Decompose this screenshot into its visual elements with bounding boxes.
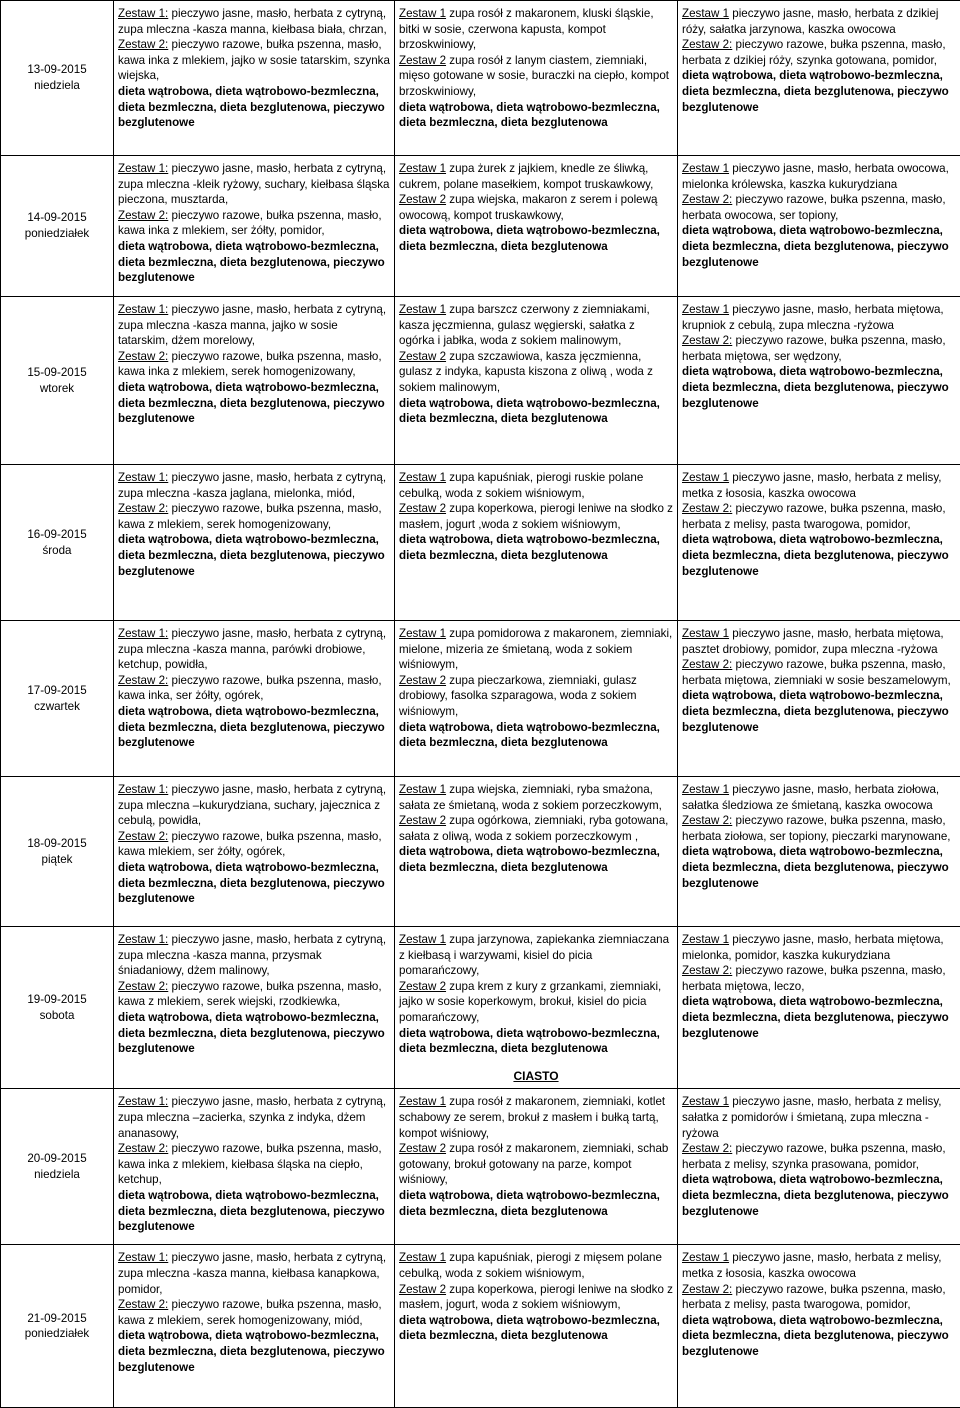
- diet-note: dieta wątrobowa, dieta wątrobowo-bezmleczna, dieta bezmleczna, dieta bezglutenowa, pieczywo bezglutenowe: [118, 381, 385, 425]
- set2-label: Zestaw 2:: [682, 658, 732, 671]
- date-text: 21-09-2015: [27, 1312, 86, 1325]
- meal-cell-lunch: [395, 465, 678, 621]
- set1-label: Zestaw 1:: [118, 627, 168, 640]
- diet-note: dieta wątrobowa, dieta wątrobowo-bezmleczna, dieta bezmleczna, dieta bezglutenowa: [399, 224, 660, 253]
- weekday-text: niedziela: [34, 1168, 80, 1181]
- day-row: [1, 1089, 960, 1245]
- set1-label: Zestaw 1: [399, 303, 446, 316]
- diet-note: dieta wątrobowa, dieta wątrobowo-bezmleczna, dieta bezmleczna, dieta bezglutenowa, pieczywo bezglutenowe: [118, 1329, 385, 1373]
- date-cell: [1, 465, 114, 621]
- meal-cell-breakfast: [114, 777, 395, 927]
- set2-label: Zestaw 2:: [682, 38, 732, 51]
- set2-items: pieczywo razowe, bułka pszenna, masło, herbata z melisy, szynka prasowana, pomidor,: [682, 1142, 946, 1171]
- set1-label: Zestaw 1:: [118, 1095, 168, 1108]
- set2-items: pieczywo razowe, bułka pszenna, masło, kawa inka z mlekiem, jajko w sosie tatarskim, szynka wiejska,: [118, 38, 390, 82]
- diet-note: dieta wątrobowa, dieta wątrobowo-bezmleczna, dieta bezmleczna, dieta bezglutenowa: [399, 1027, 660, 1056]
- date-text: 14-09-2015: [27, 211, 86, 224]
- meal-cell-supper: [678, 927, 960, 1089]
- set1-label: Zestaw 1: [682, 471, 729, 484]
- set2-label: Zestaw 2:: [118, 830, 168, 843]
- set1-items: pieczywo jasne, masło, herbata z cytryną, zupa mleczna -kasza manna, kiełbasa kanapkowa, pomidor,: [118, 1251, 386, 1295]
- diet-note: dieta wątrobowa, dieta wątrobowo-bezmleczna, dieta bezmleczna, dieta bezglutenowa, pieczywo bezglutenowe: [682, 1173, 949, 1217]
- date-cell: [1, 1, 114, 156]
- meal-cell-lunch: [395, 297, 678, 465]
- date-text: 18-09-2015: [27, 837, 86, 850]
- set1-label: Zestaw 1: [682, 162, 729, 175]
- set1-label: Zestaw 1: [682, 1251, 729, 1264]
- day-row: [1, 156, 960, 297]
- date-text: 16-09-2015: [27, 528, 86, 541]
- set2-label: Zestaw 2: [399, 350, 446, 363]
- set1-label: Zestaw 1:: [118, 1251, 168, 1264]
- set1-items: zupa kapuśniak, pierogi z mięsem polane cebulką, woda z sokiem wiśniowym,: [399, 1251, 662, 1280]
- day-row: [1, 777, 960, 927]
- diet-note: dieta wątrobowa, dieta wątrobowo-bezmleczna, dieta bezmleczna, dieta bezglutenowa, pieczywo bezglutenowe: [118, 533, 385, 577]
- set1-label: Zestaw 1: [399, 933, 446, 946]
- set1-label: Zestaw 1: [399, 7, 446, 20]
- date-cell: [1, 1089, 114, 1245]
- date-cell: [1, 777, 114, 927]
- diet-note: dieta wątrobowa, dieta wątrobowo-bezmleczna, dieta bezmleczna, dieta bezglutenowa, pieczywo bezglutenowe: [118, 240, 385, 284]
- date-cell: [1, 297, 114, 465]
- set2-label: Zestaw 2:: [118, 674, 168, 687]
- set1-label: Zestaw 1: [399, 783, 446, 796]
- set2-label: Zestaw 2:: [118, 980, 168, 993]
- meal-cell-breakfast: [114, 621, 395, 777]
- meal-cell-supper: [678, 621, 960, 777]
- date-text: 17-09-2015: [27, 684, 86, 697]
- set2-label: Zestaw 2: [399, 54, 446, 67]
- meal-cell-breakfast: [114, 1089, 395, 1245]
- meal-cell-lunch: [395, 1, 678, 156]
- meal-cell-breakfast: [114, 156, 395, 297]
- meal-cell-supper: [678, 1089, 960, 1245]
- set2-items: zupa wiejska, makaron z serem i polewą owocową, kompot truskawkowy,: [399, 193, 657, 222]
- set1-items: pieczywo jasne, masło, herbata z cytryną, zupa mleczna -kasza manna, przysmak śniadaniowy, dżem malinowy,: [118, 933, 386, 977]
- meal-cell-supper: [678, 297, 960, 465]
- meal-cell-breakfast: [114, 297, 395, 465]
- diet-note: dieta wątrobowa, dieta wątrobowo-bezmleczna, dieta bezmleczna, dieta bezglutenowa: [399, 533, 660, 562]
- set1-items: pieczywo jasne, masło, herbata z cytryną, zupa mleczna -kasza manna, kiełbasa biała, chrzan,: [118, 7, 387, 36]
- weekday-text: poniedziałek: [25, 1327, 89, 1340]
- set1-label: Zestaw 1: [682, 7, 729, 20]
- diet-note: dieta wątrobowa, dieta wątrobowo-bezmleczna, dieta bezmleczna, dieta bezglutenowa, pieczywo bezglutenowe: [118, 861, 385, 905]
- weekday-text: niedziela: [34, 79, 80, 92]
- set1-items: zupa wiejska, ziemniaki, ryba smażona, sałata ze śmietaną, woda z sokiem porzeczkowym,: [399, 783, 662, 812]
- set1-label: Zestaw 1: [682, 783, 729, 796]
- weekday-text: sobota: [40, 1009, 75, 1022]
- set1-items: pieczywo jasne, masło, herbata z cytryną, zupa mleczna –zacierka, szynka z indyka, dżem ananasowy,: [118, 1095, 386, 1139]
- set2-label: Zestaw 2:: [682, 334, 732, 347]
- diet-note: dieta wątrobowa, dieta wątrobowo-bezmleczna, dieta bezmleczna, dieta bezglutenowa: [399, 721, 660, 750]
- set2-label: Zestaw 2:: [118, 502, 168, 515]
- set2-label: Zestaw 2:: [118, 350, 168, 363]
- set2-items: zupa szczawiowa, kasza jęczmienna, gulasz z indyka, kapusta kiszona z oliwą , woda z sokiem malinowym,: [399, 350, 653, 394]
- weekday-text: piątek: [42, 853, 73, 866]
- set1-items: zupa barszcz czerwony z ziemniakami, kasza jęczmienna, gulasz węgierski, sałatka z ogórka i jabłka, woda z sokiem malinowym,: [399, 303, 650, 347]
- set2-label: Zestaw 2:: [682, 1142, 732, 1155]
- set1-items: pieczywo jasne, masło, herbata z cytryną, zupa mleczna -kasza manna, parówki drobiowe, ketchup, powidła,: [118, 627, 386, 671]
- diet-note: dieta wątrobowa, dieta wątrobowo-bezmleczna, dieta bezmleczna, dieta bezglutenowa: [399, 101, 660, 130]
- diet-note: dieta wątrobowa, dieta wątrobowo-bezmleczna, dieta bezmleczna, dieta bezglutenowa, pieczywo bezglutenowe: [118, 1011, 385, 1055]
- set1-items: zupa rosół z makaronem, ziemniaki, kotlet schabowy ze serem, brokuł z masłem i bułką tartą, kompot wiśniowy,: [399, 1095, 665, 1139]
- menu-body: [1, 1, 960, 1408]
- date-cell: [1, 1245, 114, 1408]
- set1-items: pieczywo jasne, masło, herbata miętowa, pasztet drobiowy, pomidor, zupa mleczna -ryżowa: [682, 627, 944, 656]
- set1-label: Zestaw 1:: [118, 471, 168, 484]
- meal-cell-lunch: [395, 1089, 678, 1245]
- day-row: [1, 1, 960, 156]
- diet-note: dieta wątrobowa, dieta wątrobowo-bezmleczna, dieta bezmleczna, dieta bezglutenowa: [399, 1189, 660, 1218]
- meal-cell-lunch: [395, 156, 678, 297]
- set1-label: Zestaw 1:: [118, 303, 168, 316]
- diet-note: dieta wątrobowa, dieta wątrobowo-bezmleczna, dieta bezmleczna, dieta bezglutenowa, pieczywo bezglutenowe: [118, 1189, 385, 1233]
- diet-note: dieta wątrobowa, dieta wątrobowo-bezmleczna, dieta bezmleczna, dieta bezglutenowa: [399, 845, 660, 874]
- set2-items: pieczywo razowe, bułka pszenna, masło, kawa mlekiem, ser żółty, ogórek,: [118, 830, 382, 859]
- set2-label: Zestaw 2:: [682, 193, 732, 206]
- set1-items: pieczywo jasne, masło, herbata z cytryną, zupa mleczna -kasza jaglana, mielonka, miód,: [118, 471, 386, 500]
- diet-note: dieta wątrobowa, dieta wątrobowo-bezmleczna, dieta bezmleczna, dieta bezglutenowa, pieczywo bezglutenowe: [682, 995, 949, 1039]
- set1-items: pieczywo jasne, masło, herbata z cytryną, zupa mleczna –kukurydziana, suchary, jajecznica z cebulą, powidła,: [118, 783, 386, 827]
- set1-items: pieczywo jasne, masło, herbata z cytryną, zupa mleczna -kasza manna, jajko w sosie tatarskim, dżem morelowy,: [118, 303, 386, 347]
- weekday-text: wtorek: [40, 382, 74, 395]
- meal-cell-breakfast: [114, 927, 395, 1089]
- set2-items: zupa ogórkowa, ziemniaki, ryba gotowana, sałata z oliwą, woda z sokiem porzeczkowym ,: [399, 814, 668, 843]
- set1-items: zupa jarzynowa, zapiekanka ziemniaczana z kiełbasą i warzywami, kisiel do picia pomarańczowy,: [399, 933, 669, 977]
- set1-items: pieczywo jasne, masło, herbata z melisy, sałatka z pomidorów i śmietaną, zupa mleczna -ryżowa: [682, 1095, 941, 1139]
- meal-cell-breakfast: [114, 1, 395, 156]
- set2-label: Zestaw 2: [399, 980, 446, 993]
- meal-cell-lunch: [395, 927, 678, 1089]
- meal-cell-supper: [678, 1, 960, 156]
- set1-items: pieczywo jasne, masło, herbata z melisy, metka z łososia, kaszka owocowa: [682, 471, 941, 500]
- set2-items: pieczywo razowe, bułka pszenna, masło, kawa z mlekiem, serek homogenizowany,: [118, 502, 382, 531]
- set1-label: Zestaw 1: [399, 162, 446, 175]
- date-cell: [1, 927, 114, 1089]
- set2-items: pieczywo razowe, bułka pszenna, masło, kawa z mlekiem, serek homogenizowany, miód,: [118, 1298, 382, 1327]
- set1-items: pieczywo jasne, masło, herbata z dzikiej róży, sałatka jarzynowa, kaszka owocowa: [682, 7, 939, 36]
- set2-items: zupa rosół z lanym ciastem, ziemniaki, mięso gotowane w sosie, buraczki na ciepło, kompot brzoskwiniowy,: [399, 54, 669, 98]
- set2-label: Zestaw 2:: [118, 1298, 168, 1311]
- set1-items: pieczywo jasne, masło, herbata owocowa, mielonka królewska, kaszka kukurydziana: [682, 162, 949, 191]
- cake-note: CIASTO: [399, 1069, 673, 1085]
- set1-items: pieczywo jasne, masło, herbata miętowa, mielonka, pomidor, kaszka kukurydziana: [682, 933, 944, 962]
- day-row: [1, 297, 960, 465]
- meal-cell-breakfast: [114, 465, 395, 621]
- set2-label: Zestaw 2: [399, 674, 446, 687]
- set2-items: pieczywo razowe, bułka pszenna, masło, kawa inka, ser żółty, ogórek,: [118, 674, 382, 703]
- set1-label: Zestaw 1: [399, 471, 446, 484]
- set2-items: pieczywo razowe, bułka pszenna, masło, herbata z melisy, pasta twarogowa, pomidor,: [682, 1283, 946, 1312]
- diet-note: dieta wątrobowa, dieta wątrobowo-bezmleczna, dieta bezmleczna, dieta bezglutenowa, pieczywo bezglutenowe: [682, 845, 949, 889]
- diet-note: dieta wątrobowa, dieta wątrobowo-bezmleczna, dieta bezmleczna, dieta bezglutenowa: [399, 397, 660, 426]
- set1-label: Zestaw 1: [399, 1251, 446, 1264]
- meal-cell-lunch: [395, 621, 678, 777]
- set1-label: Zestaw 1:: [118, 162, 168, 175]
- set1-items: pieczywo jasne, masło, herbata miętowa, krupniok z cebulą, zupa mleczna -ryżowa: [682, 303, 944, 332]
- diet-note: dieta wątrobowa, dieta wątrobowo-bezmleczna, dieta bezmleczna, dieta bezglutenowa: [399, 1314, 660, 1343]
- set1-label: Zestaw 1: [399, 1095, 446, 1108]
- diet-note: dieta wątrobowa, dieta wątrobowo-bezmleczna, dieta bezmleczna, dieta bezglutenowa, pieczywo bezglutenowe: [682, 689, 949, 733]
- date-text: 13-09-2015: [27, 63, 86, 76]
- set2-items: pieczywo razowe, bułka pszenna, masło, herbata miętowa, leczo,: [682, 964, 946, 993]
- date-text: 15-09-2015: [27, 366, 86, 379]
- date-cell: [1, 156, 114, 297]
- set1-label: Zestaw 1:: [118, 933, 168, 946]
- meal-cell-lunch: [395, 1245, 678, 1408]
- set1-label: Zestaw 1: [682, 1095, 729, 1108]
- set2-items: pieczywo razowe, bułka pszenna, masło, kawa inka z mlekiem, ser żółty, pomidor,: [118, 209, 382, 238]
- set1-items: pieczywo jasne, masło, herbata z melisy, metka z łososia, kaszka owocowa: [682, 1251, 941, 1280]
- set2-items: pieczywo razowe, bułka pszenna, masło, herbata ziołowa, ser topiony, pieczarki marynowane,: [682, 814, 951, 843]
- set2-items: zupa koperkowa, pierogi leniwe na słodko z masłem, jogurt, woda z sokiem wiśniowym,: [399, 1283, 673, 1312]
- set1-label: Zestaw 1:: [118, 7, 168, 20]
- set1-label: Zestaw 1: [682, 933, 729, 946]
- set2-label: Zestaw 2: [399, 1142, 446, 1155]
- set2-items: pieczywo razowe, bułka pszenna, masło, kawa inka z mlekiem, kiełbasa śląska na ciepło, ketchup,: [118, 1142, 382, 1186]
- meal-cell-supper: [678, 156, 960, 297]
- set2-items: pieczywo razowe, bułka pszenna, masło, herbata miętowa, ser wędzony,: [682, 334, 946, 363]
- set1-items: zupa rosół z makaronem, kluski śląskie, bitki w sosie, czerwona kapusta, kompot brzoskwiniowy,: [399, 7, 654, 51]
- set2-label: Zestaw 2:: [682, 814, 732, 827]
- set2-label: Zestaw 2:: [118, 209, 168, 222]
- diet-note: dieta wątrobowa, dieta wątrobowo-bezmleczna, dieta bezmleczna, dieta bezglutenowa, pieczywo bezglutenowe: [682, 533, 949, 577]
- set2-label: Zestaw 2: [399, 502, 446, 515]
- set1-label: Zestaw 1: [399, 627, 446, 640]
- set2-items: zupa krem z kury z grzankami, ziemniaki, jajko w sosie koperkowym, brokuł, kisiel do picia pomarańczowy,: [399, 980, 661, 1024]
- diet-note: dieta wątrobowa, dieta wątrobowo-bezmleczna, dieta bezmleczna, dieta bezglutenowa, pieczywo bezglutenowe: [682, 69, 949, 113]
- set1-items: zupa żurek z jajkiem, knedle ze śliwką, cukrem, polane masełkiem, kompot truskawkowy,: [399, 162, 653, 191]
- set2-items: zupa pieczarkowa, ziemniaki, gulasz drobiowy, fasolka szparagowa, woda z sokiem wiśniowym,: [399, 674, 637, 718]
- set2-label: Zestaw 2:: [682, 502, 732, 515]
- set2-label: Zestaw 2:: [118, 1142, 168, 1155]
- day-row: [1, 927, 960, 1089]
- set1-label: Zestaw 1: [682, 303, 729, 316]
- day-row: [1, 1245, 960, 1408]
- meal-cell-supper: [678, 777, 960, 927]
- set2-items: pieczywo razowe, bułka pszenna, masło, herbata z dzikiej róży, szynka gotowana, pomidor,: [682, 38, 946, 67]
- set2-label: Zestaw 2:: [682, 1283, 732, 1296]
- set2-label: Zestaw 2: [399, 193, 446, 206]
- meal-cell-supper: [678, 1245, 960, 1408]
- weekday-text: poniedziałek: [25, 227, 89, 240]
- set2-items: pieczywo razowe, bułka pszenna, masło, kawa inka z mlekiem, serek homogenizowany,: [118, 350, 382, 379]
- diet-note: dieta wątrobowa, dieta wątrobowo-bezmleczna, dieta bezmleczna, dieta bezglutenowa, pieczywo bezglutenowe: [682, 224, 949, 268]
- set2-items: zupa koperkowa, pierogi leniwe na słodko z masłem, jogurt ,woda z sokiem wiśniowym,: [399, 502, 673, 531]
- meal-cell-lunch: [395, 777, 678, 927]
- set2-label: Zestaw 2:: [118, 38, 168, 51]
- date-cell: [1, 621, 114, 777]
- set1-items: zupa kapuśniak, pierogi ruskie polane cebulką, woda z sokiem wiśniowym,: [399, 471, 643, 500]
- diet-note: dieta wątrobowa, dieta wątrobowo-bezmleczna, dieta bezmleczna, dieta bezglutenowa, pieczywo bezglutenowe: [682, 365, 949, 409]
- meal-cell-supper: [678, 465, 960, 621]
- diet-note: dieta wątrobowa, dieta wątrobowo-bezmleczna, dieta bezmleczna, dieta bezglutenowa, pieczywo bezglutenowe: [118, 705, 385, 749]
- set2-label: Zestaw 2:: [682, 964, 732, 977]
- set2-items: zupa rosół z makaronem, ziemniaki, schab gotowany, brokuł gotowany na parze, kompot wiśniowy,: [399, 1142, 668, 1186]
- set2-items: pieczywo razowe, bułka pszenna, masło, kawa z mlekiem, serek wiejski, rzodkiewka,: [118, 980, 382, 1009]
- set2-items: pieczywo razowe, bułka pszenna, masło, herbata z melisy, pasta twarogowa, pomidor,: [682, 502, 946, 531]
- set2-label: Zestaw 2: [399, 814, 446, 827]
- set1-items: zupa pomidorowa z makaronem, ziemniaki, mielone, mizeria ze śmietaną, woda z sokiem wiśniowym,: [399, 627, 672, 671]
- diet-note: dieta wątrobowa, dieta wątrobowo-bezmleczna, dieta bezmleczna, dieta bezglutenowa, pieczywo bezglutenowe: [682, 1314, 949, 1358]
- set1-items: pieczywo jasne, masło, herbata ziołowa, sałatka śledziowa ze śmietaną, kaszka owocowa: [682, 783, 939, 812]
- set1-label: Zestaw 1: [682, 627, 729, 640]
- meal-cell-breakfast: [114, 1245, 395, 1408]
- date-text: 20-09-2015: [27, 1152, 86, 1165]
- diet-note: dieta wątrobowa, dieta wątrobowo-bezmleczna, dieta bezmleczna, dieta bezglutenowa, pieczywo bezglutenowe: [118, 85, 385, 129]
- set1-label: Zestaw 1:: [118, 783, 168, 796]
- set1-items: pieczywo jasne, masło, herbata z cytryną, zupa mleczna -kleik ryżowy, suchary, kiełbasa śląska pieczona, musztarda,: [118, 162, 389, 206]
- weekday-text: środa: [42, 544, 71, 557]
- day-row: [1, 465, 960, 621]
- date-text: 19-09-2015: [27, 993, 86, 1006]
- set2-items: pieczywo razowe, bułka pszenna, masło, herbata miętowa, ziemniaki w sosie beszamelowym,: [682, 658, 951, 687]
- set2-items: pieczywo razowe, bułka pszenna, masło, herbata owocowa, ser topiony,: [682, 193, 946, 222]
- weekday-text: czwartek: [34, 700, 80, 713]
- set2-label: Zestaw 2: [399, 1283, 446, 1296]
- day-row: [1, 621, 960, 777]
